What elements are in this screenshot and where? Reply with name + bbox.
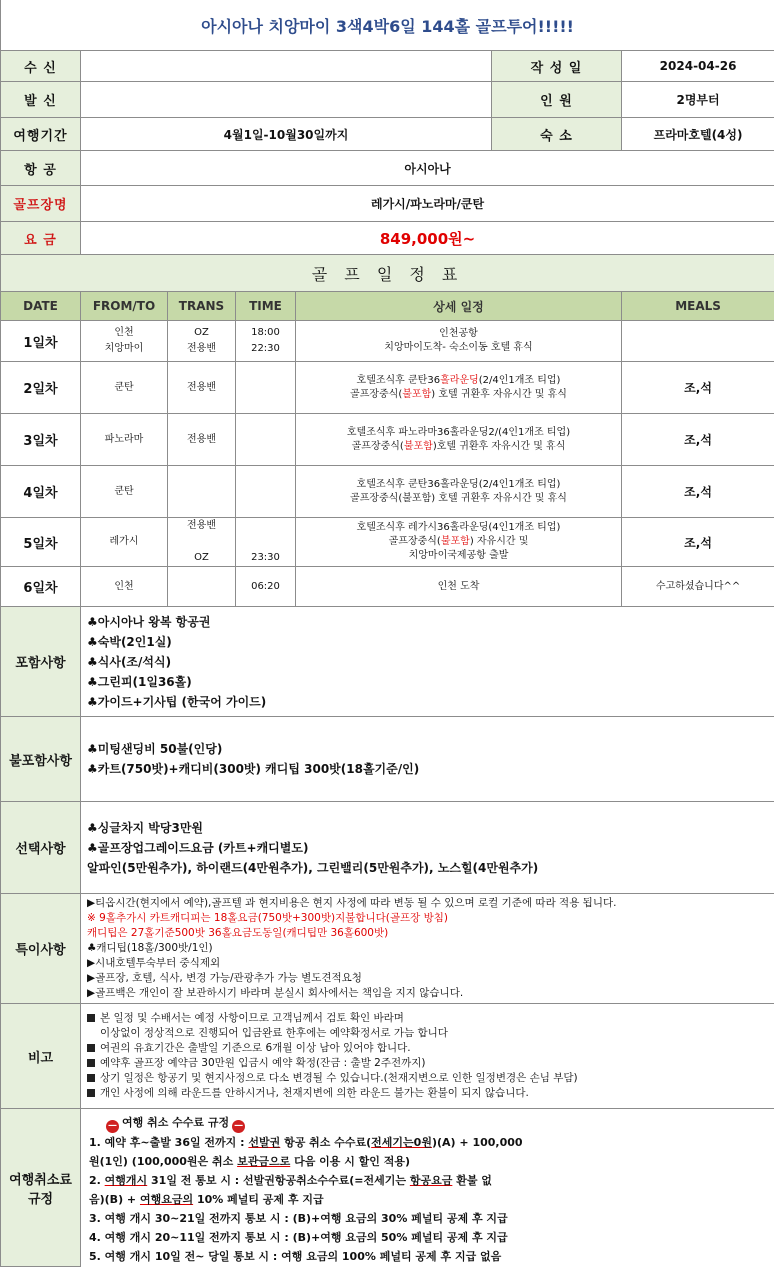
airline-label: 항 공 — [1, 151, 81, 186]
hotel-value: 프라마호텔(4성) — [622, 118, 774, 151]
from-to-cell: 파노라마 — [81, 414, 168, 466]
cancel-text: 원(1인) (100,000원은 취소 — [89, 1155, 238, 1168]
cancel-label-line: 규정 — [27, 1191, 54, 1207]
trans-cell — [168, 466, 236, 518]
cancel-text: 항공요금 — [409, 1174, 453, 1187]
no-entry-icon: — — [234, 1121, 244, 1131]
special-label: 특이사항 — [1, 894, 81, 1004]
sender-label: 발 신 — [1, 82, 81, 118]
from-to-cell — [81, 321, 168, 362]
airline-value: 아시아나 — [81, 151, 774, 186]
sender-value — [81, 82, 492, 118]
cancel-policy — [81, 1109, 774, 1267]
date-value: 2024-04-26 — [622, 51, 774, 82]
trans-cell: 전용밴 — [168, 362, 236, 414]
detail-cell — [296, 466, 622, 518]
cancel-text: 항공 취소 수수료( — [280, 1136, 372, 1149]
list-item — [87, 1086, 768, 1101]
cancel-text: 환불 없 — [452, 1174, 492, 1187]
detail-line — [296, 374, 621, 388]
detail-line — [296, 535, 621, 549]
time-cell: 06:20 — [236, 567, 296, 607]
detail-text: ) 호텔 귀환후 자유시간 및 휴식 — [431, 388, 567, 400]
notes-label: 비고 — [1, 1004, 81, 1109]
cancel-text: 전세기는0원 — [371, 1136, 432, 1149]
header-date: DATE — [1, 292, 81, 321]
schedule-row — [1, 567, 774, 607]
cancel-text: 선발권 — [248, 1136, 281, 1149]
detail-text: 골프장중식( — [388, 536, 441, 547]
cancel-text: 2. — [89, 1174, 105, 1187]
schedule-row — [1, 518, 774, 567]
day-cell: 5일차 — [1, 518, 81, 567]
note-text: 여권의 유효기간은 출발일 기준으로 6개월 이상 남아 있어야 합니다. — [100, 1042, 411, 1054]
list-item: ♣식사(조/석식) — [87, 654, 172, 669]
trans-cell — [168, 567, 236, 607]
list-item: ▶시내호텔투숙부터 중식제외 — [87, 957, 221, 969]
list-item: ▶티옵시간(현지에서 예약),골프텔 과 현지비용은 현지 사정에 따라 변동 될 수 있으며 로컬 기준에 따라 적용 됩니다. — [87, 897, 617, 909]
list-item: 이상없이 정상적으로 진행되어 입금완료 한후에는 예약확정서로 가늠 합니다 — [100, 1027, 448, 1039]
square-bullet-icon — [87, 1014, 95, 1022]
meals-cell: 조,석 — [622, 518, 774, 567]
time-text: 18:00 — [251, 327, 280, 338]
list-item: 캐디팁은 27홀기준500밧 36홀요금도동일(캐디팁만 36홀600밧) — [87, 927, 389, 939]
cancel-item — [89, 1171, 766, 1190]
list-item — [87, 1056, 768, 1071]
list-item: ♣골프장업그레이드요금 (카트+캐디별도) — [87, 840, 309, 855]
list-item — [87, 1011, 768, 1026]
cancel-text: 다음 이용 시 할인 적용) — [290, 1155, 411, 1168]
date-label: 작 성 일 — [492, 51, 622, 82]
not-included-highlight: 불포함 — [402, 388, 432, 400]
meals-cell: 조,석 — [622, 362, 774, 414]
meals-cell: 조,석 — [622, 414, 774, 466]
period-value: 4월1일-10월30일까지 — [81, 118, 492, 151]
trans-cell: 전용밴 — [168, 414, 236, 466]
schedule-title: 골 프 일 정 표 — [1, 255, 774, 292]
time-cell — [236, 414, 296, 466]
detail-text: 골프장중식( — [350, 388, 403, 400]
detail-line: 치앙마이도착- 숙소이동 호텔 휴식 — [384, 342, 533, 353]
detail-cell — [296, 518, 622, 567]
detail-text: )호텔 귀환후 자유시간 및 휴식 — [432, 440, 566, 452]
time-cell — [236, 518, 296, 567]
header-from-to: FROM/TO — [81, 292, 168, 321]
detail-cell: 인천 도착 — [296, 567, 622, 607]
golf-course-label: 골프장명 — [1, 186, 81, 222]
cancel-heading — [89, 1113, 766, 1133]
list-item: ♣싱글차지 박당3만원 — [87, 820, 204, 835]
square-bullet-icon — [87, 1044, 95, 1052]
list-item — [87, 1071, 768, 1086]
cancel-item: 5. 여행 개시 10일 전~ 당일 통보 시 : 여행 요금의 100% 페널티 공제 후 지급 없음 — [89, 1250, 502, 1263]
list-item: ♣그린피(1일36홀) — [87, 674, 192, 689]
cancel-text: 10% 페널티 공제 후 지급 — [193, 1193, 324, 1206]
note-text: 예약후 골프장 예약금 30만원 입금시 예약 확정(잔금 : 출발 2주전까지) — [100, 1057, 426, 1069]
fee-label: 요 금 — [1, 222, 81, 255]
day-cell: 4일차 — [1, 466, 81, 518]
header-meals: MEALS — [622, 292, 774, 321]
cancel-heading-text: 여행 취소 수수료 규정 — [122, 1116, 230, 1129]
people-value: 2명부터 — [622, 82, 774, 118]
list-item: 알파인(5만원추가), 하이랜드(4만원추가), 그린밸리(5만원추가), 노스힐(4만원추가) — [87, 860, 539, 875]
from-text: 인천 — [114, 327, 134, 338]
cancel-text: 여행요금의 — [139, 1193, 194, 1206]
meals-cell: 조,석 — [622, 466, 774, 518]
recipient-label: 수 신 — [1, 51, 81, 82]
detail-cell — [296, 321, 622, 362]
note-text: 상기 일정은 항공기 및 현지사정으로 다소 변경될 수 있습니다.(천재지변으로 인한 일정변경은 손님 부담) — [100, 1072, 578, 1084]
hotel-label: 숙 소 — [492, 118, 622, 151]
trans-cell — [168, 518, 236, 567]
included-label: 포함사항 — [1, 607, 81, 717]
detail-text: 골프장중식( — [351, 440, 404, 452]
optional-list — [81, 802, 774, 894]
from-to-cell: 인천 — [81, 567, 168, 607]
optional-label: 선택사항 — [1, 802, 81, 894]
not-included-highlight: 불포함 — [403, 440, 433, 452]
detail-line: 인천공항 — [439, 328, 478, 339]
note-text: 본 일정 및 수배서는 예정 사항이므로 고객님께서 검토 확인 바라며 — [100, 1012, 404, 1024]
list-item: ▶골프백은 개인이 잘 보관하시기 바라며 분실시 회사에서는 책임을 지지 않습니다. — [87, 987, 464, 999]
fee-value: 849,000원~ — [81, 222, 774, 255]
square-bullet-icon — [87, 1059, 95, 1067]
time-cell — [236, 466, 296, 518]
header-trans: TRANS — [168, 292, 236, 321]
square-bullet-icon — [87, 1089, 95, 1097]
cancel-item — [89, 1152, 766, 1171]
included-list — [81, 607, 774, 717]
schedule-row — [1, 321, 774, 362]
schedule-row — [1, 362, 774, 414]
cancel-text: 여행개시 — [104, 1174, 148, 1187]
document-title: 아시아나 치앙마이 3색4박6일 144홀 골프투어!!!!! — [1, 0, 774, 51]
time-cell — [236, 362, 296, 414]
detail-cell — [296, 362, 622, 414]
people-label: 인 원 — [492, 82, 622, 118]
golf-course-value: 레가시/파노라마/쿤탄 — [81, 186, 774, 222]
recipient-value — [81, 51, 492, 82]
detail-cell — [296, 414, 622, 466]
meals-cell — [622, 321, 774, 362]
list-item: ♣미팅샌딩비 50불(인당) — [87, 742, 223, 756]
list-item: ♣숙박(2인1실) — [87, 634, 172, 649]
day-cell: 3일차 — [1, 414, 81, 466]
time-cell — [236, 321, 296, 362]
meals-cell: 수고하셨습니다^^ — [622, 567, 774, 607]
trans-text: OZ — [194, 552, 209, 563]
trans-text: OZ — [194, 327, 209, 338]
day-cell: 6일차 — [1, 567, 81, 607]
cancel-label-line: 여행취소료 — [9, 1172, 72, 1188]
list-item: ♣아시아나 왕복 항공권 — [87, 614, 211, 629]
list-item: ♣캐디팁(18홀/300밧/1인) — [87, 942, 213, 954]
to-text: 치앙마이 — [104, 343, 144, 354]
schedule-row — [1, 414, 774, 466]
note-text: 개인 사정에 의해 라운드를 안하시거나, 천재지변에 의한 라운드 불가는 환불이 되지 않습니다. — [100, 1087, 529, 1099]
time-text: 23:30 — [251, 552, 280, 563]
cancel-text: 보관금으로 — [237, 1155, 291, 1168]
list-item: ♣카트(750밧)+캐디비(300밧) 캐디팁 300밧(18홀기준/인) — [87, 762, 420, 776]
detail-text: (2/4인1개조 티업) — [478, 374, 561, 386]
from-to-cell: 쿤탄 — [81, 362, 168, 414]
header-detail: 상세 일정 — [296, 292, 622, 321]
detail-text: 호텔조식후 쿤탄36 — [356, 374, 441, 386]
list-item — [87, 1041, 768, 1056]
special-list — [81, 894, 774, 1004]
day-cell: 2일차 — [1, 362, 81, 414]
from-to-cell: 쿤탄 — [81, 466, 168, 518]
day-cell: 1일차 — [1, 321, 81, 362]
excluded-label: 불포함사항 — [1, 717, 81, 802]
period-label: 여행기간 — [1, 118, 81, 151]
from-to-cell: 레가시 — [81, 518, 168, 567]
cancel-item — [89, 1190, 766, 1209]
detail-line — [296, 388, 621, 402]
not-included-highlight: 불포함 — [440, 536, 470, 547]
list-item: ※ 9홀추가시 카트캐디피는 18홀요금(750밧+300밧)지불합니다(골프장 방침) — [87, 912, 449, 924]
cancel-text: 31일 전 통보 시 : 선발권항공취소수수료(=전세기는 — [147, 1174, 410, 1187]
trans-text: 전용밴 — [187, 343, 216, 354]
detail-highlight: 홀라운딩 — [440, 374, 479, 386]
detail-line: 골프장중식(불포함) 호텔 귀환후 자유시간 및 휴식 — [350, 492, 567, 504]
cancel-text: 1. 예약 후~출발 36일 전까지 : — [89, 1136, 249, 1149]
header-time: TIME — [236, 292, 296, 321]
detail-line: 치앙마이국제공항 출발 — [408, 550, 509, 561]
excluded-list — [81, 717, 774, 802]
no-entry-icon: — — [108, 1121, 117, 1131]
time-text: 22:30 — [251, 343, 280, 354]
trans-text: 전용밴 — [187, 520, 216, 531]
detail-line: 호텔조식후 레가시36홀라운딩(4인1개조 티업) — [356, 522, 561, 533]
cancel-label — [1, 1109, 81, 1267]
notes-list — [81, 1004, 774, 1109]
list-item: ▶골프장, 호텔, 식사, 변경 가능/관광추가 가능 별도견적요청 — [87, 972, 362, 984]
schedule-row — [1, 466, 774, 518]
trans-cell — [168, 321, 236, 362]
list-item: ♣가이드+기사팁 (한국어 가이드) — [87, 694, 267, 709]
square-bullet-icon — [87, 1074, 95, 1082]
cancel-item: 3. 여행 개시 30~21일 전까지 통보 시 : (B)+여행 요금의 30% 페널티 공제 후 지급 — [89, 1212, 508, 1225]
detail-line: 호텔조식후 쿤탄36홀라운딩(2/4인1개조 티업) — [356, 478, 561, 490]
cancel-item — [89, 1133, 766, 1152]
detail-line — [296, 440, 621, 454]
detail-line: 호텔조식후 파노라마36홀라운딩2/(4인1개조 티업) — [346, 426, 571, 438]
cancel-item: 4. 여행 개시 20~11일 전까지 통보 시 : (B)+여행 요금의 50% 페널티 공제 후 지급 — [89, 1231, 508, 1244]
cancel-text: )(A) + 100,000 — [431, 1136, 523, 1149]
detail-text: ) 자유시간 및 — [469, 536, 529, 547]
cancel-text: 음)(B) + — [89, 1193, 140, 1206]
